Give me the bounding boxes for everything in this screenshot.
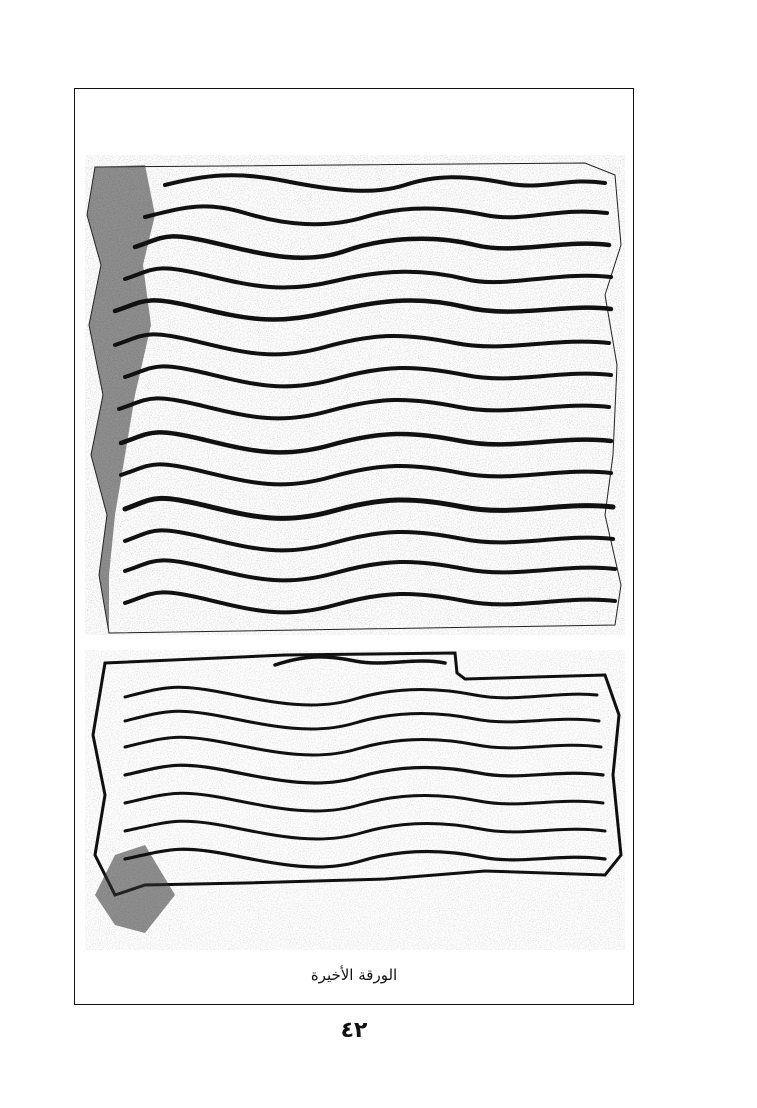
manuscript-photo: [85, 155, 625, 955]
page-number: ٤٢: [340, 1018, 368, 1043]
figure-caption: الورقة الأخيرة: [310, 966, 398, 984]
